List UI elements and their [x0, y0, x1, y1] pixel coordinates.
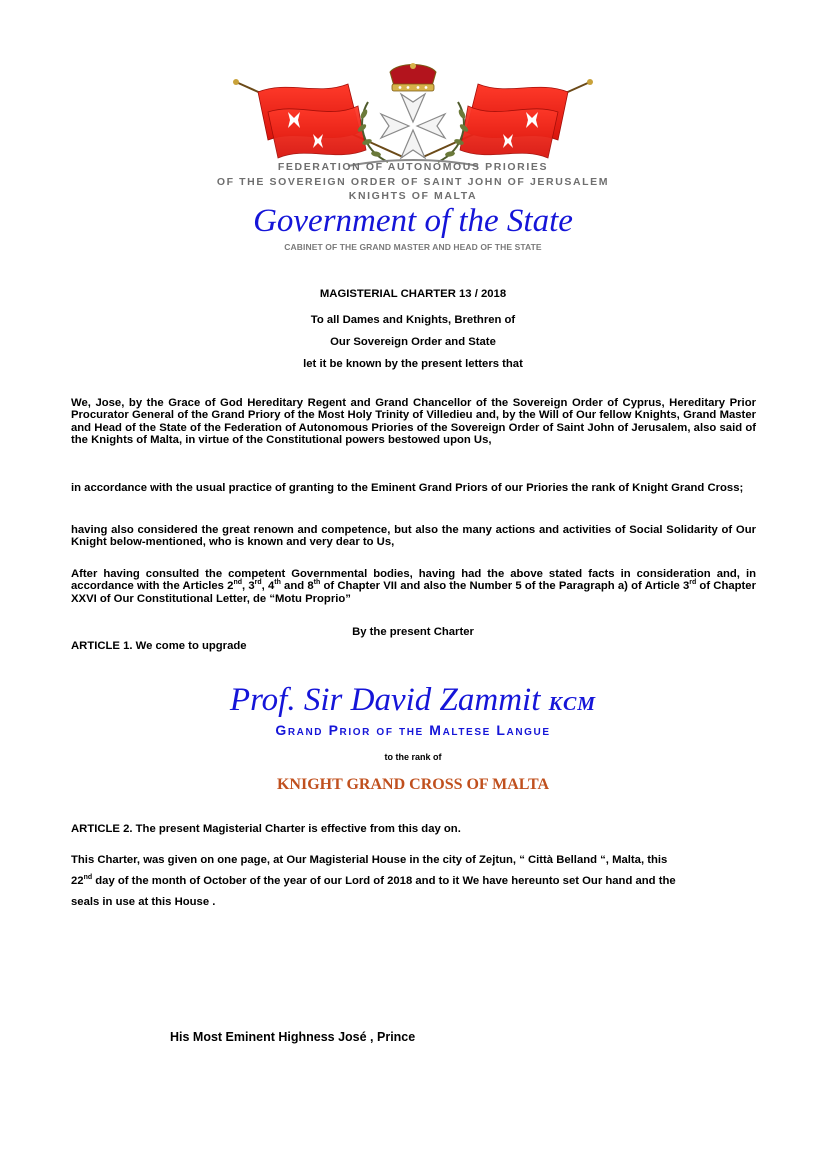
cabinet-subtitle: CABINET OF THE GRAND MASTER AND HEAD OF THE STATE [284, 242, 542, 252]
paragraph-preamble: We, Jose, by the Grace of God Hereditary Regent and Grand Chancellor of the Sovereign Order of Cyprus, Hereditary Prior Procurator General of the Grand Priory of the Most Holy Trinity of Villedieu and, by the Will of Our fellow Knights, Grand Master and Head of the State of the Federation of Autonomous Priories of the Sovereign Order of Saint John of Jerusalem, also said of the Knights of Malta, in virtue of the Constitutional powers bestowed upon Us, [71, 397, 756, 447]
salutation-line-3: let it be known by the present letters that [303, 358, 523, 370]
federation-line-3: KNIGHTS OF MALTA [348, 190, 478, 202]
charter-number-title: MAGISTERIAL CHARTER 13 / 2018 [319, 288, 507, 300]
paragraph-consultation: After having consulted the competent Governmental bodies, having had the above stated facts in consideration and, in accordance with the Articles 2nd, 3rd, 4th and 8th of Chapter VII and also the Number 5 of the Paragraph a) of Article 3rd of Chapter XXVI of Our Constitutional Letter, de “Motu Proprio” [71, 568, 756, 605]
given-statement: This Charter, was given on one page, at Our Magisterial House in the city of Zejtun, “ Città Belland “, Malta, this 22nd day of the month of October of the year of our Lord of 2018 and to it We have hereunto set Our hand and the seals in use at this House . [71, 854, 676, 908]
article-2: ARTICLE 2. The present Magisterial Charter is effective from this day on. [71, 823, 461, 835]
federation-line-1: FEDERATION OF AUTONOMOUS PRIORIES [277, 161, 549, 173]
salutation-line-1: To all Dames and Knights, Brethren of [310, 314, 516, 326]
honoree-title: Grand Prior of the Maltese Langue [275, 722, 551, 738]
to-rank-label: to the rank of [384, 752, 442, 762]
paragraph-practice: in accordance with the usual practice of granting to the Eminent Grand Priors of our Priories the rank of Knight Grand Cross; [71, 482, 744, 494]
coat-of-arms-icon [228, 62, 598, 174]
rank-title: KNIGHT GRAND CROSS OF MALTA [276, 776, 550, 793]
government-title: Government of the State [253, 203, 573, 239]
signatory: His Most Eminent Highness José , Prince [170, 1030, 416, 1044]
by-present-charter: By the present Charter [352, 626, 474, 638]
honoree-name: Prof. Sir David Zammit KCM [229, 682, 597, 718]
article-1: ARTICLE 1. We come to upgrade [71, 640, 247, 652]
paragraph-renown: having also considered the great renown and competence, but also the many actions and activities of Social Solidarity of Our Knight below-mentioned, who is known and very dear to Us, [71, 524, 756, 549]
salutation-line-2: Our Sovereign Order and State [330, 336, 496, 348]
postnominal: KCM [548, 693, 597, 715]
federation-line-2: OF THE SOVEREIGN ORDER OF SAINT JOHN OF JERUSALEM [216, 176, 610, 188]
